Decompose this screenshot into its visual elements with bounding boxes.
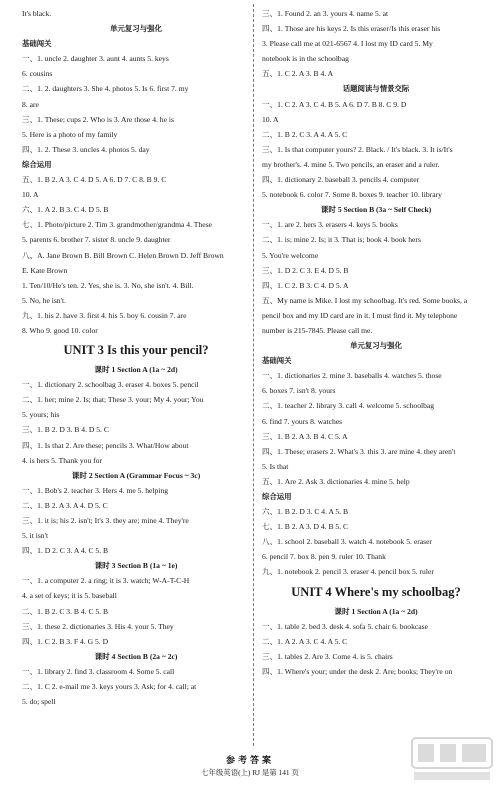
right-answer-line: 10. A	[262, 114, 279, 124]
left-answer-line: 二、1. her; mine 2. Is; that; These 3. your; My 4. your; You	[22, 395, 204, 405]
watermark-logo-icon	[410, 736, 494, 784]
left-answer-line: 三、1. These; cups 2. Who is 3. Are those 4. he is	[22, 114, 174, 124]
right-answer-line: 四、1. Those are his keys 2. Is this eraser/Is this eraser his	[262, 24, 441, 34]
right-answer-line: 三、1. Is that computer yours? 2. Black. / It's black. 3. It is/It's	[262, 144, 453, 154]
left-lesson-heading: 课时 3 Section B (1a ~ 1e)	[94, 561, 178, 571]
right-answer-line: 九、1. notebook 2. pencil 3. eraser 4. pencil box 5. ruler	[262, 567, 434, 577]
left-answer-line: 5. parents 6. brother 7. sister 8. uncle 9. daughter	[22, 235, 171, 245]
column-divider	[253, 4, 254, 746]
right-answer-line: my brother's. 4. mine 5. Two pencils, an eraser and a ruler.	[262, 159, 440, 169]
right-lesson-heading: 课时 1 Section A (1a ~ 2d)	[334, 606, 418, 616]
left-answer-line: 4. is hers 5. Thank you for	[22, 455, 103, 465]
left-answer-line: 二、1. C 2. e-mail me 3. keys yours 3. Ask; for 4. call; at	[22, 682, 197, 692]
right-answer-line: pencil box and my ID card are in it. I must find it. My telephone	[262, 310, 458, 320]
left-unit-title: UNIT 3 Is this your pencil?	[63, 343, 209, 358]
footer-title: 参考答案	[225, 755, 274, 765]
right-lesson-heading: 课时 5 Section B (3a ~ Self Check)	[320, 205, 432, 215]
left-answer-line: 10. A	[22, 190, 39, 200]
left-answer-line: 六、1. A 2. B 3. C 4. D 5. B	[22, 205, 109, 215]
left-answer-line: 七、1. Photo/picture 2. Tim 3. grandmother/grandma 4. These	[22, 220, 212, 230]
right-answer-line: 三、1. B 2. A 3. B 4. C 5. A	[262, 431, 348, 441]
left-answer-line: 5. yours; his	[22, 410, 60, 420]
right-answer-line: 一、1. are 2. hers 3. erasers 4. keys 5. books	[262, 220, 398, 230]
left-answer-line: 四、1. C 2. B 3. F 4. G 5. D	[22, 636, 109, 646]
right-answer-line: 一、1. dictionaries 2. mine 3. baseballs 4. watches 5. those	[262, 371, 442, 381]
right-answer-line: 5. You're welcome	[262, 250, 319, 260]
right-answer-line: 五、1. Are 2. Ask 3. dictionaries 4. mine 5. help	[262, 476, 410, 486]
right-answer-line: notebook is in the schoolbag	[262, 54, 349, 64]
left-answer-line: 一、1. library 2. find 3. classroom 4. Some 5. call	[22, 666, 175, 676]
left-answer-line: 5. Here is a photo of my family	[22, 129, 118, 139]
left-answer-line: 三、1. it is; his 2. isn't; It's 3. they are; mine 4. They're	[22, 516, 189, 525]
left-column	[22, 6, 250, 709]
right-answer-line: 5. notebook 6. color 7. Some 8. boxes 9. teacher 10. library	[262, 190, 442, 200]
left-answer-line: 二、1. 2. daughters 3. She 4. photos 5. Is 6. first 7. my	[22, 84, 189, 94]
left-answer-line: 1. Ten/10/He's ten. 2. Yes, she is. 3. No, she isn't. 4. Bill.	[22, 280, 194, 290]
right-answer-line: 三、1. Found 2. an 3. yours 4. name 5. at	[262, 9, 389, 18]
left-answer-line: 二、1. B 2. A 3. A 4. D 5. C	[22, 500, 108, 510]
left-answer-line: 8. Who 9. good 10. color	[22, 325, 98, 335]
left-lesson-heading: 课时 1 Section A (1a ~ 2d)	[94, 365, 178, 375]
right-answer-line: 五、1. C 2. A 3. B 4. A	[262, 69, 334, 79]
right-answer-line: 5. Is that	[262, 461, 289, 471]
right-answer-line: 二、1. B 2. C 3. A 4. A 5. C	[262, 129, 348, 139]
left-answer-line: 八、A. Jane Brown B. Bill Brown C. Helen Brown D. Jeff Brown	[22, 250, 224, 260]
left-answer-line: 8. are	[22, 99, 39, 109]
right-answer-line: 一、1. C 2. A 3. C 4. B 5. A 6. D 7. B 8. C 9. D	[262, 99, 407, 109]
right-section-heading: 单元复习与强化	[350, 341, 402, 351]
left-answer-line: E. Kate Brown	[22, 265, 68, 275]
right-subsection-heading: 基础闯关	[262, 356, 292, 366]
left-answer-line: 4. a set of keys; it is 5. baseball	[22, 591, 117, 601]
left-answer-line: 二、1. B 2. C 3. B 4. C 5. B	[22, 606, 109, 616]
right-unit-title: UNIT 4 Where's my schoolbag?	[291, 584, 461, 599]
right-answer-line: 四、1. These; erasers 2. What's 3. this 3. are mine 4. they aren't	[262, 446, 456, 456]
left-section-heading: 单元复习与强化	[110, 24, 162, 34]
left-answer-line: 一、1. a computer 2. a ring; it is 3. watch; W-A-T-C-H	[22, 576, 190, 586]
left-lesson-heading: 课时 2 Section A (Grammar Focus ~ 3c)	[71, 470, 201, 480]
left-answer-line: 5. No, he isn't.	[22, 295, 66, 305]
right-answer-line: 二、1. A 2. A 3. C 4. A 5. C	[262, 636, 348, 646]
right-answer-line: number is 215-7845. Please call me.	[262, 325, 373, 335]
footer-subtitle: 七年级英语(上) RJ 是第 141 页	[201, 768, 299, 777]
right-section-heading: 话题阅读与情景交际	[342, 84, 410, 94]
left-subsection-heading: 综合运用	[22, 159, 52, 169]
left-lesson-heading: 课时 4 Section B (2a ~ 2c)	[94, 651, 178, 661]
right-subsection-heading: 综合运用	[262, 492, 292, 501]
right-answer-line: 三、1. tables 2. Are 3. Come 4. is 5. chairs	[262, 651, 393, 661]
left-answer-line: 6. cousins	[22, 69, 53, 79]
right-answer-line: 二、1. is; mine 2. Is; it 3. That is; book 4. book hers	[262, 235, 421, 245]
right-column	[262, 6, 490, 679]
right-answer-line: 四、1. dictionary 2. baseball 3. pencils 4. computer	[262, 175, 420, 185]
right-answer-line: 三、1. D 2. C 3. E 4. D 5. B	[262, 265, 349, 275]
left-answer-line: It's black.	[22, 9, 52, 18]
right-answer-line: 四、1. Where's your; under the desk 2. Are; books; They're on	[262, 666, 453, 676]
right-answer-line: 6. find 7. yours 8. watches	[262, 416, 343, 426]
left-answer-line: 三、1. these 2. dictionaries 3. His 4. your 5. They	[22, 621, 174, 631]
left-answer-line: 一、1. Bob's 2. teacher 3. Hers 4. me 5. helping	[22, 485, 169, 495]
right-answer-line: 二、1. teacher 2. library 3. call 4. welcome 5. schoolbag	[262, 401, 435, 411]
right-answer-line: 八、1. school 2. baseball 3. watch 4. notebook 5. eraser	[262, 537, 432, 547]
left-answer-line: 四、1. D 2. C 3. A 4. C 5. B	[22, 546, 109, 556]
left-answer-line: 四、1. 2. These 3. uncles 4. photos 5. day	[22, 144, 150, 154]
left-subsection-heading: 基础闯关	[22, 39, 52, 49]
left-answer-line: 一、1. uncle 2. daughter 3. aunt 4. aunts 5. keys	[22, 54, 169, 64]
right-answer-line: 一、1. table 2. bed 3. desk 4. sofa 5. chair 6. bookcase	[262, 621, 428, 631]
left-answer-line: 四、1. Is that 2. Are these; pencils 3. What/How about	[22, 440, 189, 450]
right-answer-line: 六、1. B 2. D 3. C 4. A 5. B	[262, 507, 349, 517]
left-answer-line: 三、1. B 2. D 3. B 4. D 5. C	[22, 425, 109, 435]
right-answer-line: 七、1. B 2. A 3. D 4. B 5. C	[262, 522, 349, 532]
right-answer-line: 6. boxes 7. isn't 8. yours	[262, 386, 336, 396]
right-answer-line: 6. pencil 7. box 8. pen 9. ruler 10. Thank	[262, 552, 386, 562]
left-answer-line: 九、1. his 2. have 3. first 4. his 5. boy 6. cousin 7. are	[22, 310, 187, 320]
right-answer-line: 四、1. C 2. B 3. C 4. D 5. A	[262, 280, 349, 290]
left-answer-line: 5. it isn't	[22, 531, 49, 541]
left-answer-line: 5. do; spell	[22, 697, 56, 707]
right-answer-line: 五、My name is Mike. I lost my schoolbag. It's red. Some books, a	[262, 295, 468, 305]
left-answer-line: 五、1. B 2. A 3. C 4. D 5. A 6. D 7. C 8. B 9. C	[22, 175, 167, 185]
left-answer-line: 一、1. dictionary 2. schoolbag 3. eraser 4. boxes 5. pencil	[22, 380, 199, 390]
right-answer-line: 3. Please call me at 021-6567 4. I lost my ID card 5. My	[262, 39, 433, 49]
